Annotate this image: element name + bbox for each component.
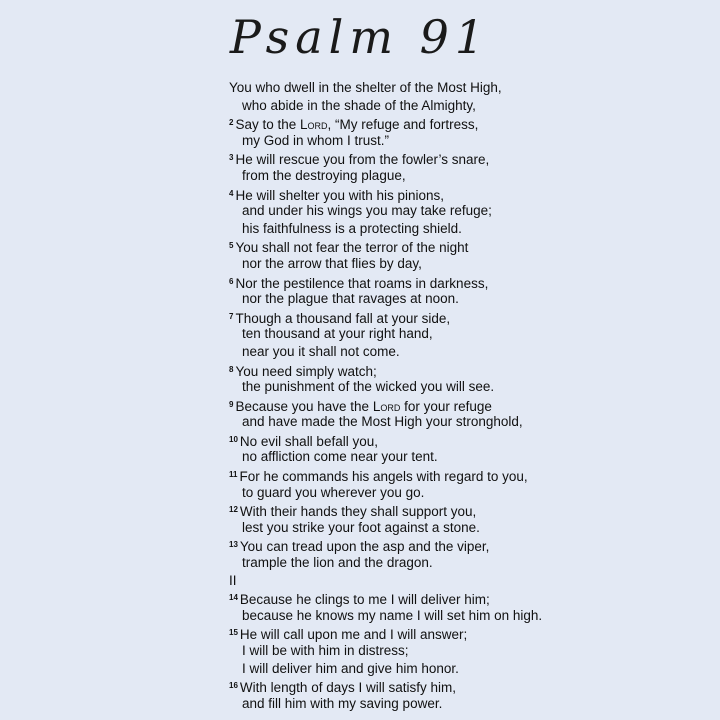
verse-number: 13 — [229, 540, 238, 550]
verse-text: from the destroying plague, — [242, 167, 406, 183]
verse-line — [229, 642, 709, 660]
verse-text: You shall not fear the terror of the night — [235, 240, 469, 256]
verse-text: For he commands his angels with regard to you, — [239, 469, 528, 485]
verse-number: 9 — [229, 399, 234, 409]
verse-number: 5 — [229, 241, 234, 251]
verse-text: Nor the pestilence that roams in darkness, — [235, 275, 489, 291]
verse-text: He will call upon me and I will answer; — [239, 627, 468, 643]
verse-text: ten thousand at your right hand, — [242, 326, 433, 342]
verse-line — [229, 695, 709, 713]
verse-text: nor the plague that ravages at noon. — [242, 291, 459, 307]
verse-text: I will deliver him and give him honor. — [242, 660, 459, 676]
verse-text: because he knows my name I will set him on high. — [242, 607, 543, 623]
divine-name: Lord — [372, 398, 401, 414]
verse-line — [229, 484, 709, 502]
verse-line — [229, 255, 709, 273]
verse-number: 16 — [229, 681, 238, 691]
verse-line — [229, 607, 709, 625]
verse-line — [229, 677, 709, 695]
verse-line — [229, 237, 709, 255]
verse-line — [229, 167, 709, 185]
verse-line — [229, 343, 709, 361]
verse-text: who abide in the shade of the Almighty, — [242, 97, 476, 113]
verse-text: my God in whom I trust.” — [242, 132, 390, 148]
verse-line — [229, 624, 709, 642]
verse-line — [229, 536, 709, 554]
verse-text: , “My refuge and fortress, — [327, 117, 479, 133]
verse-line — [229, 378, 709, 396]
verse-text: He will shelter you with his pinions, — [235, 187, 445, 203]
verse-text: No evil shall befall you, — [239, 433, 378, 449]
verse-line — [229, 202, 709, 220]
verse-line — [229, 501, 709, 519]
verse-text: to guard you wherever you go. — [242, 484, 425, 500]
verse-text: Say to the — [235, 117, 300, 133]
verse-text: I will be with him in distress; — [242, 643, 409, 658]
verse-number: 8 — [229, 364, 234, 374]
verse-line — [229, 413, 709, 431]
verse-text: and under his wings you may take refuge; — [242, 203, 492, 219]
verse-text: Because you have the — [235, 398, 373, 414]
verse-line — [229, 572, 709, 590]
page-title: Psalm 91 — [229, 10, 491, 64]
verse-text: nor the arrow that flies by day, — [242, 255, 422, 271]
verse-line — [229, 431, 709, 449]
verse-line — [229, 361, 709, 379]
verse-number: 2 — [229, 118, 234, 128]
verse-text: no affliction come near your tent. — [242, 449, 438, 465]
verse-line — [229, 308, 709, 326]
verse-line — [229, 554, 709, 572]
verse-text: lest you strike your foot against a stone. — [242, 519, 480, 535]
verse-line — [229, 79, 709, 97]
verse-line — [229, 448, 709, 466]
verse-line — [229, 132, 709, 150]
verse-line — [229, 519, 709, 537]
verse-line — [229, 185, 709, 203]
verse-line — [229, 589, 709, 607]
verse-text: You who dwell in the shelter of the Most High, — [229, 80, 502, 95]
verse-text: With length of days I will satisfy him, — [239, 680, 456, 696]
verse-text: Because he clings to me I will deliver him; — [239, 592, 490, 608]
verse-line — [229, 325, 709, 343]
verse-number: 10 — [229, 434, 238, 444]
verse-text: and have made the Most High your stronghold, — [242, 414, 523, 430]
section-marker: II — [229, 572, 237, 588]
verse-line — [229, 273, 709, 291]
verse-text: for your refuge — [400, 398, 492, 414]
verse-text: You need simply watch; — [235, 363, 377, 379]
verse-text: You can tread upon the asp and the viper, — [239, 539, 490, 555]
verse-number: 12 — [229, 505, 238, 515]
verse-line — [229, 149, 709, 167]
verse-number: 6 — [229, 276, 234, 286]
verse-number: 11 — [229, 470, 238, 480]
verse-number: 15 — [229, 628, 238, 638]
verse-line — [229, 220, 709, 238]
verse-text: Though a thousand fall at your side, — [235, 310, 451, 326]
verse-line — [229, 290, 709, 308]
verse-line — [229, 396, 709, 414]
verse-text: near you it shall not come. — [242, 343, 400, 359]
verse-line — [229, 466, 709, 484]
verse-number: 4 — [229, 188, 234, 198]
verse-number: 3 — [229, 153, 234, 163]
verse-text: trample the lion and the dragon. — [242, 555, 433, 571]
verse-number: 7 — [229, 311, 234, 321]
verse-line — [229, 660, 709, 678]
verse-text: and fill him with my saving power. — [242, 695, 443, 711]
psalm-text — [229, 79, 709, 712]
divine-name: Lord — [300, 117, 328, 133]
verse-number: 14 — [229, 593, 238, 603]
verse-text: With their hands they shall support you, — [239, 504, 477, 520]
verse-line — [229, 97, 709, 115]
verse-line — [229, 114, 709, 132]
verse-text: He will rescue you from the fowler’s snare, — [235, 152, 490, 168]
verse-text: his faithfulness is a protecting shield. — [242, 220, 462, 236]
verse-text: the punishment of the wicked you will see. — [242, 379, 495, 395]
